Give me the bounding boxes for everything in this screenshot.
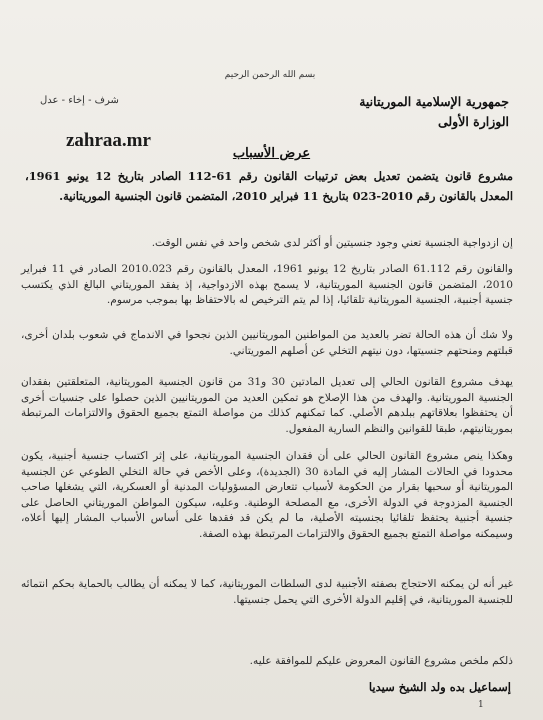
paragraph-4: يهدف مشروع القانون الحالي إلى تعديل المادتين 30 و31 من قانون الجنسية الموريتانية، المتعلقتين بفقدان الجنسية الموريتانية. والهدف من هذا الإصلاح هو تمكين العديد من الموريتانيين الذين حصلوا على جنسيات أخرى أن يحتفظوا بعلاقاتهم ببلدهم الأصلي. كما تمكنهم كذلك من مواصلة التمتع بجميع الحقوق والالتزامات المرتبطة بموريتانيتهم، طبقا للقوانين والنظم السارية المفعول. [21,376,513,435]
paragraph-closing: ذلكم ملخص مشروع القانون المعروض عليكم للموافقة عليه. [249,655,513,667]
watermark: zahraa.mr [66,130,151,151]
republic-name: جمهورية الإسلامية الموريتانية [359,94,509,109]
bill-title: مشروع قانون يتضمن تعديل بعض ترتيبات القانون رقم 61-112 الصادر بتاريخ 12 يونيو 1961، المعدل بالقانون رقم 2010-023 بتاريخ 11 فبراير 2010، المتضمن قانون الجنسية الموريتانية. [25,169,514,203]
page-number: 1 [478,700,484,710]
ministry-name: الوزارة الأولى [437,114,509,129]
basmala: بسم الله الرحمن الرحيم [224,70,316,80]
paragraph-5: وهكذا ينص مشروع القانون الحالي على أن فقدان الجنسية الموريتانية، على إثر اكتساب جنسية أجنبية، يكون محدودا في الحالات المشار إليه في المادة 30 (الجديدة)، وعلى الأخص في حالة التخلي الطوعي عن الجنسية الموريتانية أو سحبها بقرار من الحكومة لأسباب تتعارض المسؤوليات المدنية أو العسكرية، التي يشغلها صاحب الجنسية المزدوجة في الدولة الأخرى، مع المصلحة الوطنية. وعليه، سيكون المواطن الموريتاني الحاصل على جنسية أجنبية يحتفظ تلقائيا بجنسيته الأصلية، ما لم يكن قد فقدها على أساس الأسباب المشار إليها أعلاه، وسيمكنه مواصلة التمتع بجميع الحقوق والالتزامات المرتبطة بهذه الصفة. [21,450,514,540]
paragraph-3: ولا شك أن هذه الحالة تضر بالعديد من المواطنين الموريتانيين الذين نجحوا في الاندماج في شعوب بلدان أخرى، قبلتهم ومنحتهم جنسيتها، دون نيتهم التخلي عن أصلهم الموريتاني. [21,329,513,357]
signature: إسماعيل بده ولد الشيخ سيديا [368,680,511,694]
paragraph-1: إن ازدواجية الجنسية تعني وجود جنسيتين أو أكثر لدى شخص واحد في نفس الوقت. [151,237,513,249]
paragraph-2: والقانون رقم 61.112 الصادر بتاريخ 12 يونيو 1961، المعدل بالقانون رقم 2010.023 الصادر في 11 فبراير 2010، المتضمن قانون الجنسية الموريتانية، لا يسمح بهذه الازدواجية، إذ يفقد الموريتاني البالغ الذي يكتسب جنسية أجنبية، الجنسية الموريتانية تلقائيا، إذا لم يتم الترخيص له بالاحتفاظ بها بموجب مرسوم. [21,263,513,306]
document-subject: عرض الأسباب [232,146,311,161]
national-motto: شرف - إخاء - عدل [40,95,119,106]
paragraph-6: غير أنه لن يمكنه الاحتجاج بصفته الأجنبية لدى السلطات الموريتانية، كما لا يمكنه أن يطالب بالحماية بحكم انتمائه للجنسية الموريتانية، في إقليم الدولة الأخرى التي يحمل جنسيتها. [21,578,513,606]
